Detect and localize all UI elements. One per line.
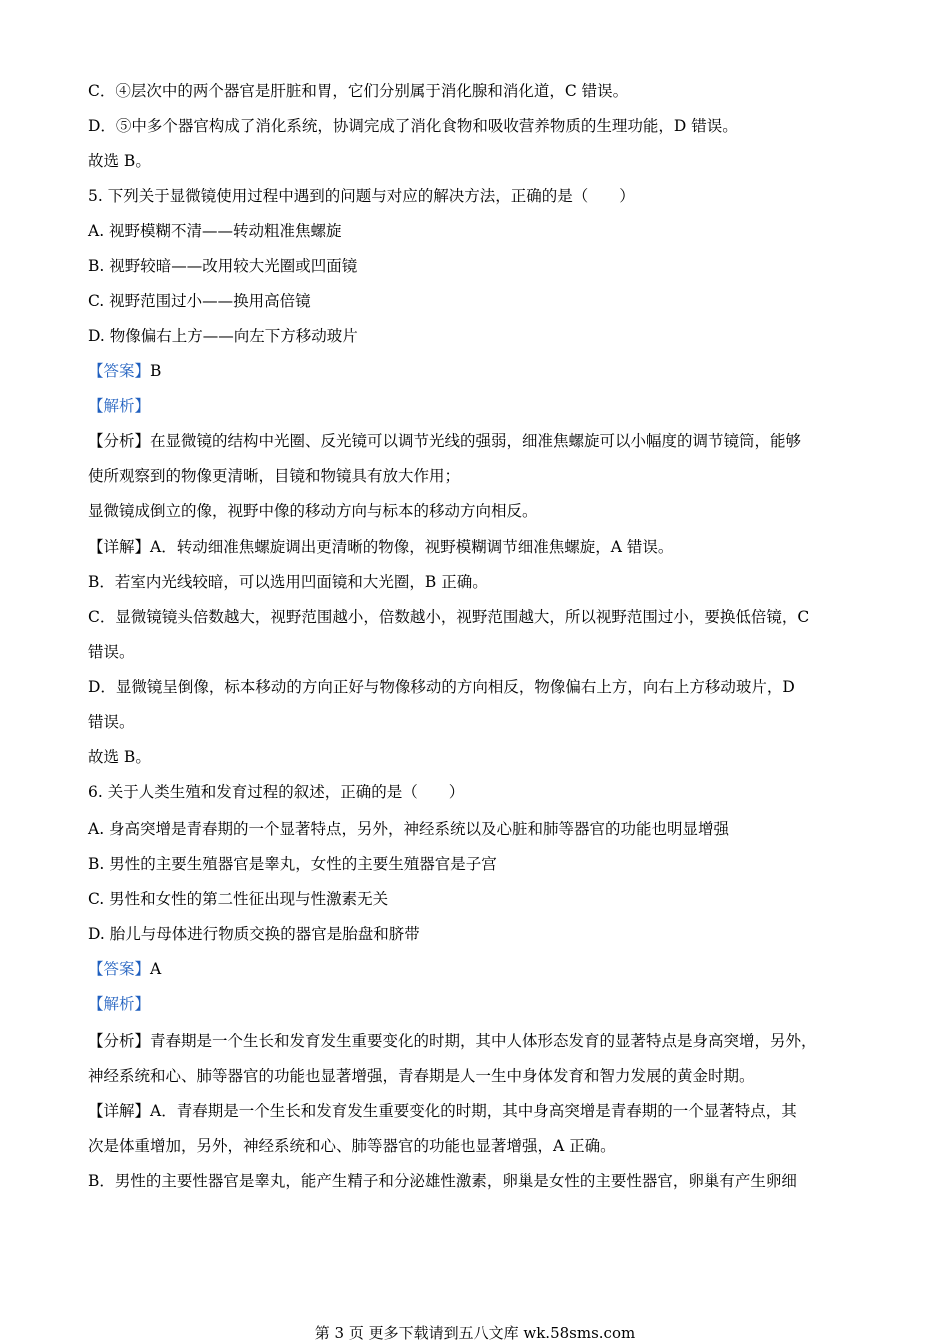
- text-line: [88, 1030, 878, 1052]
- line-text: B. 男性的主要生殖器官是睾丸，女性的主要生殖器官是子宫: [88, 855, 497, 873]
- line-text: 【详解】A．转动细准焦螺旋调出更清晰的物像，视野模糊调节细准焦螺旋，A 错误。: [88, 538, 674, 556]
- line-text: A. 身高突增是青春期的一个显著特点，另外，神经系统以及心脏和肺等器官的功能也明显增强: [88, 820, 730, 838]
- line-text: 【分析】在显微镜的结构中光圈、反光镜可以调节光线的强弱，细准焦螺旋可以小幅度的调节镜筒，能够: [88, 432, 802, 450]
- text-line: [88, 781, 878, 803]
- line-text: 次是体重增加，另外，神经系统和心、肺等器官的功能也显著增强，A 正确。: [88, 1137, 616, 1155]
- text-line: [88, 360, 878, 382]
- text-line: [88, 1100, 878, 1122]
- line-text: 错误。: [88, 713, 135, 731]
- text-line: [88, 853, 878, 875]
- section-tag: 【答案】: [88, 362, 151, 380]
- line-text: B．若室内光线较暗，可以选用凹面镜和大光圈，B 正确。: [88, 573, 488, 591]
- text-line: [88, 923, 878, 945]
- text-line: [88, 676, 878, 698]
- line-text: D．⑤中多个器官构成了消化系统，协调完成了消化食物和吸收营养物质的生理功能，D 错误。: [88, 117, 738, 135]
- line-text: B: [150, 362, 162, 380]
- line-text: A. 视野模糊不清——转动粗准焦螺旋: [88, 222, 342, 240]
- line-text: 故选 B。: [88, 152, 151, 170]
- line-text: 错误。: [88, 643, 135, 661]
- text-line: [88, 80, 878, 102]
- text-line: [88, 395, 878, 417]
- text-line: [88, 500, 878, 522]
- text-line: [88, 1135, 878, 1157]
- line-text: 【分析】青春期是一个生长和发育发生重要变化的时期，其中人体形态发育的显著特点是身高突增，另外，: [88, 1032, 817, 1050]
- text-line: [88, 255, 878, 277]
- line-text: 使所观察到的物像更清晰，目镜和物镜具有放大作用；: [88, 467, 461, 485]
- text-line: [88, 1170, 878, 1192]
- text-line: [88, 430, 878, 452]
- line-text: C．显微镜镜头倍数越大，视野范围越小，倍数越小，视野范围越大，所以视野范围过小，要换低倍镜，C: [88, 608, 810, 626]
- text-line: [88, 536, 878, 558]
- section-tag: 【解析】: [88, 397, 151, 415]
- text-line: [88, 150, 878, 172]
- text-line: [88, 818, 878, 840]
- line-text: 6. 关于人类生殖和发育过程的叙述，正确的是（ ）: [88, 783, 465, 801]
- line-text: D. 胎儿与母体进行物质交换的器官是胎盘和脐带: [88, 925, 420, 943]
- text-line: [88, 641, 878, 663]
- text-line: [88, 220, 878, 242]
- text-line: [88, 606, 878, 628]
- line-text: 【详解】A．青春期是一个生长和发育发生重要变化的时期，其中身高突增是青春期的一个显著特点，其: [88, 1102, 797, 1120]
- line-text: 显微镜成倒立的像，视野中像的移动方向与标本的移动方向相反。: [88, 502, 538, 520]
- line-text: 神经系统和心、肺等器官的功能也显著增强，青春期是人一生中身体发育和智力发展的黄金时期。: [88, 1067, 755, 1085]
- text-line: [88, 115, 878, 137]
- text-line: [88, 185, 878, 207]
- line-text: 故选 B。: [88, 748, 151, 766]
- line-text: B. 视野较暗——改用较大光圈或凹面镜: [88, 257, 358, 275]
- text-line: [88, 325, 878, 347]
- text-line: [88, 290, 878, 312]
- text-line: [88, 888, 878, 910]
- line-text: C．④层次中的两个器官是肝脏和胃，它们分别属于消化腺和消化道，C 错误。: [88, 82, 629, 100]
- text-line: [88, 711, 878, 733]
- text-line: [88, 571, 878, 593]
- section-tag: 【答案】: [88, 960, 151, 978]
- text-line: [88, 993, 878, 1015]
- line-text: A: [150, 960, 162, 978]
- text-line: [88, 1065, 878, 1087]
- text-line: [88, 958, 878, 980]
- text-line: [88, 465, 878, 487]
- line-text: B．男性的主要性器官是睾丸，能产生精子和分泌雄性激素，卵巢是女性的主要性器官，卵巢有产生卵细: [88, 1172, 797, 1190]
- line-text: D. 物像偏右上方——向左下方移动玻片: [88, 327, 358, 345]
- page-footer: 第 3 页 更多下载请到五八文库 wk.58sms.com: [314, 1324, 636, 1342]
- line-text: C. 男性和女性的第二性征出现与性激素无关: [88, 890, 389, 908]
- text-line: [88, 746, 878, 768]
- line-text: C. 视野范围过小——换用高倍镜: [88, 292, 311, 310]
- line-text: 5. 下列关于显微镜使用过程中遇到的问题与对应的解决方法，正确的是（ ）: [88, 187, 635, 205]
- line-text: D．显微镜呈倒像，标本移动的方向正好与物像移动的方向相反，物像偏右上方，向右上方移动玻片，D: [88, 678, 795, 696]
- section-tag: 【解析】: [88, 995, 151, 1013]
